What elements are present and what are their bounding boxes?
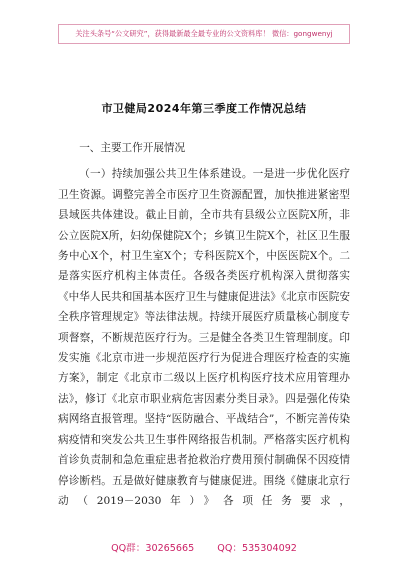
section-heading: 一、主要工作开展情况	[79, 142, 186, 154]
document-title: 市卫健局2024年第三季度工作情况总结	[101, 102, 307, 115]
body-paragraph: （一）持续加强公共卫生体系建设。一是进一步优化医疗卫生资源。调整完善全市医疗卫生资源配置，加快推进紧密型县域医共体建设。截止目前，全市共有县级公立医院X所，非公立医院X所，妇幼保健院X个；乡镇卫生院X个，社区卫生服务中心X个，村卫生室X个；专科医院X个，中医医院X个。二是落实医疗机构主体责任。各级各类医疗机构深入贯彻落实《中华人民共和国基本医疗卫生与健康促进法》《北京市医院安全秩序管理规定》等法律法规。持续开展医疗质量核心制度专项督察，不断规范医疗行为。三是健全各类卫生管理制度。印发实施《北京市进一步规范医疗行为促进合理医疗检查的实施方案》，制定《北京市二级以上医疗机构医疗技术应用管理办法》，修订《北京市职业病危害因素分类目录》。四是强化传染病网络直报管理。坚持“医防融合、平战结合”，不断完善传染病疫情和突发公共卫生事件网络报告机制。严格落实医疗机构首诊负责制和急危重症患者抢救治疗费用预付制确保不因疫情停诊断档。五是做好健康教育与健康促进。围绕《健康北京行动（2019－2030年）》各项任务要求，	[58, 168, 350, 507]
promo-notice-text: 关注头条号“公文研究”，获得最新最全最专业的公文资料库！ 微信：gongwenyj	[75, 29, 333, 38]
qq-text: QQ：535304092	[217, 543, 297, 554]
document-body	[58, 138, 350, 511]
contact-footer	[0, 540, 408, 554]
qq-group-text: QQ群：30265665	[111, 543, 195, 554]
promo-notice-box	[58, 24, 350, 44]
